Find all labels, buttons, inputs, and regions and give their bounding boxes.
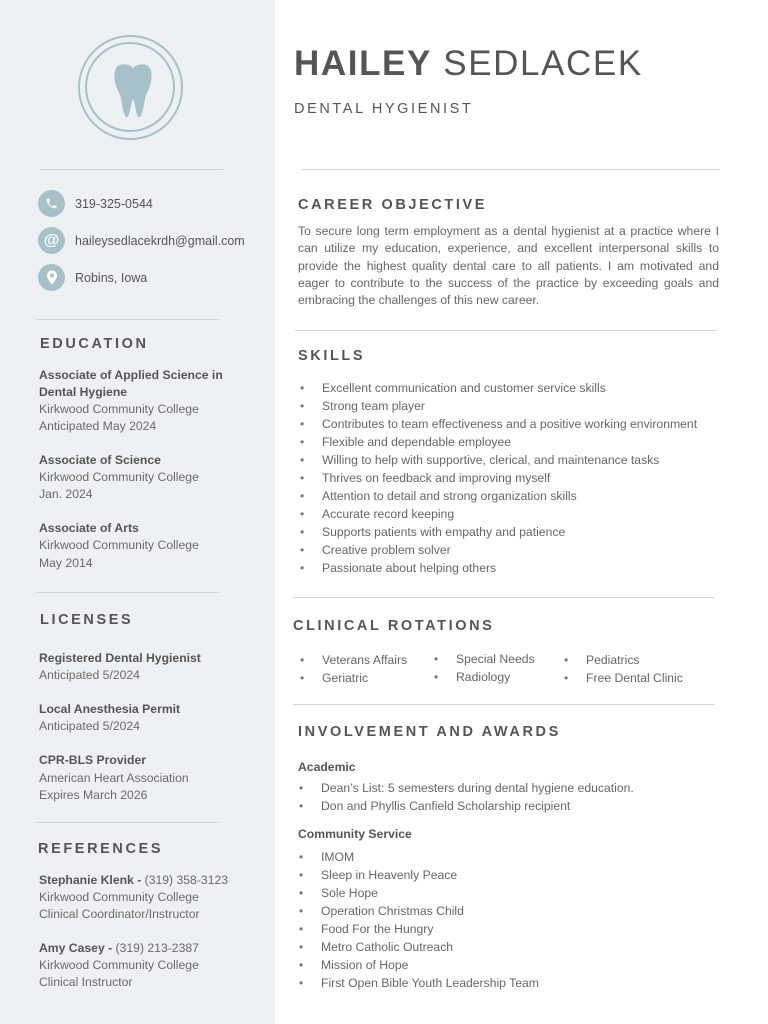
reference-org: Kirkwood Community College [39,890,199,904]
divider [36,592,219,593]
list-item: • Sleep in Heavenly Peace [297,866,539,884]
education-heading: EDUCATION [40,336,149,352]
reference-name: Stephanie Klenk - [39,873,142,887]
list-item: • Metro Catholic Outreach [297,938,539,956]
divider [40,169,223,170]
list-item: • Accurate record keeping [298,505,697,523]
list-item: • Contributes to team effectiveness and a positive working environment [298,415,697,433]
licenses-heading: LICENSES [40,612,134,628]
reference-name: Amy Casey - [39,941,113,955]
academic-heading: Academic [298,760,356,774]
map-pin-icon [38,264,65,291]
community-heading: Community Service [298,827,412,841]
license-detail: American Heart Association [39,771,189,785]
last-name: SEDLACEK [443,44,643,83]
list-item: • Creative problem solver [298,541,697,559]
objective-text: To secure long term employment as a dental hygienist at a practice where I can utilize my education, experience, and excellent interpersonal skills to provide the highest quality dental care to all patients. I am motivated and eager to contribute to the success of the practice by exceeding goals and embracing the challenges of this new career. [298,224,719,308]
tooth-icon [112,61,154,119]
rotations-heading: CLINICAL ROTATIONS [293,618,495,634]
education-school: Kirkwood Community College [39,470,199,484]
license-name: CPR-BLS Provider [39,753,146,767]
community-list [297,848,539,992]
list-item: • Food For the Hungry [297,920,539,938]
list-item: • IMOM [297,848,539,866]
list-item: • Radiology [432,668,535,686]
skills-list [298,379,697,577]
list-item: • Dean’s List: 5 semesters during dental hygiene education. [297,779,634,797]
first-name: HAILEY [294,44,432,83]
at-sign-icon: @ [38,227,65,254]
divider [293,597,714,598]
education-date: Anticipated May 2024 [39,419,157,433]
license-detail: Anticipated 5/2024 [39,719,140,733]
reference-name-line [39,940,199,957]
list-item: • Excellent communication and customer service skills [298,379,697,397]
education-degree: Associate of Arts [39,521,139,535]
divider [295,330,717,331]
license-name: Local Anesthesia Permit [39,702,181,716]
list-item: • Passionate about helping others [298,559,697,577]
main-content [275,0,768,1024]
phone-icon [38,190,65,217]
divider [293,704,714,705]
list-item: • Geriatric [298,669,407,687]
education-degree: Dental Hygiene [39,385,128,399]
phone-text: 319-325-0544 [75,196,153,211]
reference-phone: (319) 213-2387 [112,941,199,955]
list-item: • Operation Christmas Child [297,902,539,920]
rotations-col-3 [562,651,683,687]
list-item: • Special Needs [432,650,535,668]
list-item: • Free Dental Clinic [562,669,683,687]
education-date: May 2014 [39,556,93,570]
rotations-col-1 [298,651,407,687]
references-heading: REFERENCES [38,841,164,857]
reference-name-line [39,872,228,889]
contact-location [38,264,147,291]
list-item: • Flexible and dependable employee [298,433,697,451]
list-item: • First Open Bible Youth Leadership Team [297,974,539,992]
job-title: DENTAL HYGIENIST [294,101,474,117]
skills-heading: SKILLS [298,348,366,364]
education-school: Kirkwood Community College [39,402,199,416]
license-detail: Expires March 2026 [39,788,148,802]
list-item: • Sole Hope [297,884,539,902]
list-item: • Thrives on feedback and improving myself [298,469,697,487]
reference-role: Clinical Instructor [39,975,133,989]
logo [78,35,183,140]
education-degree: Associate of Applied Science in [39,368,223,382]
contact-phone[interactable] [38,190,153,217]
divider [36,319,219,320]
divider [36,822,219,823]
list-item: • Attention to detail and strong organization skills [298,487,697,505]
reference-role: Clinical Coordinator/Instructor [39,907,200,921]
list-item: • Mission of Hope [297,956,539,974]
reference-phone: (319) 358-3123 [141,873,228,887]
rotations-col-2 [432,650,535,686]
academic-list [297,779,634,815]
sidebar [0,0,275,1024]
location-text: Robins, Iowa [75,270,148,285]
full-name [294,44,643,84]
list-item: • Pediatrics [562,651,683,669]
education-school: Kirkwood Community College [39,538,199,552]
license-detail: Anticipated 5/2024 [39,668,140,682]
objective-heading: CAREER OBJECTIVE [298,197,488,213]
reference-org: Kirkwood Community College [39,958,199,972]
education-date: Jan. 2024 [39,487,93,501]
list-item: • Don and Phyllis Canfield Scholarship recipient [297,797,634,815]
list-item: • Supports patients with empathy and patience [298,523,697,541]
involvement-heading: INVOLVEMENT AND AWARDS [298,724,561,740]
list-item: • Willing to help with supportive, clerical, and maintenance tasks [298,451,697,469]
list-item: • Strong team player [298,397,697,415]
divider [302,169,720,170]
license-name: Registered Dental Hygienist [39,651,201,665]
education-degree: Associate of Science [39,453,161,467]
list-item: • Veterans Affairs [298,651,407,669]
contact-email[interactable] [38,227,245,254]
email-text: haileysedlacekrdh@gmail.com [75,233,245,248]
